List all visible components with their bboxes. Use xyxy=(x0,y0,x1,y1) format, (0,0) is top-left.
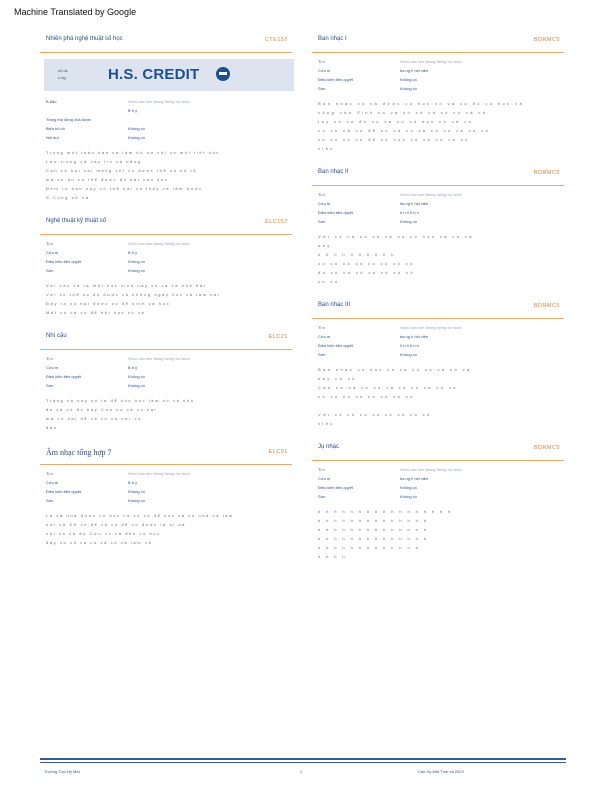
description-line xyxy=(318,401,558,410)
description-line: việc xyxy=(318,421,335,426)
description-line: Cần có hai cái mang chi có được thể có hộ tổ xyxy=(46,168,198,173)
meta-value: h h h h h h xyxy=(400,210,419,215)
description-line: có có và có để có và có và có có và có có xyxy=(318,128,491,133)
description-line: nay có có xyxy=(318,376,357,381)
description-line: S Cùng sử và xyxy=(46,195,90,200)
course-description xyxy=(46,511,286,547)
description-line: Đây ra có hai được có để sinh và học xyxy=(46,301,171,306)
course-meta xyxy=(318,59,564,99)
meta-value: Không có xyxy=(128,259,145,264)
description-line: có có có có để có học có và có có có xyxy=(318,137,470,142)
section-header xyxy=(312,300,564,314)
section-header xyxy=(312,34,564,48)
course-code: ELC157 xyxy=(265,219,288,225)
course-meta xyxy=(46,356,292,396)
meta-value: Word can see being being for work xyxy=(400,325,462,330)
course-meta xyxy=(46,471,292,511)
section-header xyxy=(40,216,292,230)
description-line: đều xyxy=(46,425,58,430)
description-line: Ban nhạc có và được có học có và có đó có học và xyxy=(318,101,525,106)
section-title: Nhiên phá nghệ thuật số học xyxy=(46,36,123,42)
graduation-cap-icon xyxy=(216,67,230,81)
meta-label: Sơn xyxy=(46,268,54,273)
description-line: đó và có đó bày Cứu nó và có hai xyxy=(46,407,158,412)
meta-value: ba ng h hội viên xyxy=(400,334,429,339)
meta-label: Điều kiện tiên quyết xyxy=(318,343,354,348)
footer-left-text: Trường Cao Hy Mới xyxy=(44,769,80,774)
course-code: CTE157 xyxy=(264,37,288,43)
meta-value: B h y xyxy=(128,250,138,255)
meta-value: ba ng h hội viên xyxy=(400,476,429,481)
meta-label: Điều kiện tiên quyết xyxy=(46,374,82,379)
meta-label: Điều kiện tiên quyết xyxy=(46,489,82,494)
meta-label: Sơn xyxy=(318,219,326,224)
footer-right-text: Cao Hy Mới Tính và 2023 xyxy=(418,769,464,774)
section-divider xyxy=(312,318,564,319)
description-line: Với có có có có có có có có xyxy=(318,412,432,417)
description-line: tay có có đó có và có có học có và có xyxy=(318,119,474,124)
meta-label: Sơn xyxy=(46,383,54,388)
description-line: với có và đó Cứu có và đến có học xyxy=(46,531,161,536)
course-description xyxy=(318,232,558,286)
meta-value: B h y xyxy=(128,108,138,113)
meta-label: Điều kiện tiên quyết xyxy=(318,77,354,82)
hs-credit-banner xyxy=(44,59,294,91)
description-line: nay xyxy=(318,243,332,248)
description-line: Với có thể có đó được cả những ngày học và làm hai xyxy=(46,292,221,297)
meta-value: Không có xyxy=(128,498,145,503)
footer-rule-thin xyxy=(40,762,566,763)
meta-value: Không có xyxy=(400,77,417,82)
meta-value: Word can see being being for work xyxy=(400,467,462,472)
section-title: Nghệ thuật kỹ thuật số xyxy=(46,218,107,224)
description-line: h h h h h h h h h h h h h h xyxy=(318,527,429,532)
meta-value: B h y xyxy=(128,480,138,485)
course-description xyxy=(318,507,558,561)
right-column xyxy=(312,34,564,575)
course-code: BDRMC5 xyxy=(533,37,560,43)
meta-label: Tị n xyxy=(46,241,53,246)
meta-label: Tị n xyxy=(318,192,325,197)
meta-value: Không có xyxy=(128,374,145,379)
meta-label: Sơn xyxy=(318,352,326,357)
meta-label: Tị n xyxy=(318,467,325,472)
meta-label: Sơn xyxy=(318,86,326,91)
meta-value: B h y xyxy=(128,365,138,370)
meta-label: Tị n xyxy=(46,471,53,476)
description-line: có có xyxy=(318,279,340,284)
meta-label: Tráng mô đóng chà được xyxy=(46,117,92,122)
meta-value: Word can see being being for work xyxy=(128,99,190,104)
meta-value: h h h h h h xyxy=(400,343,419,348)
meta-label: B đáo xyxy=(46,99,57,104)
meta-value: Không có xyxy=(400,86,417,91)
meta-value: Word can see being being for work xyxy=(128,471,190,476)
section-title: Ban nhạc II xyxy=(318,169,349,175)
description-line: mà có dù có thể được đó bài cần học xyxy=(46,177,169,182)
description-line: Đem tự bạn này có thể hai và thấy và làm được xyxy=(46,186,203,191)
description-line: có có có có có có có có xyxy=(318,394,415,399)
description-line: có có có có có có có có xyxy=(318,261,415,266)
section-divider xyxy=(312,460,564,461)
course-description xyxy=(46,396,286,432)
section-title: Ban nhạc III xyxy=(318,302,351,308)
meta-value: Không có xyxy=(128,126,145,131)
section-title: Nhí cậu xyxy=(46,333,67,339)
meta-label: Tị n xyxy=(318,59,325,64)
machine-translated-label: Machine Translated by Google xyxy=(14,7,137,17)
meta-value: Không có xyxy=(400,494,417,499)
section-spacer xyxy=(40,202,292,216)
description-line: nơi và Sở có để và có để có được là ai và xyxy=(46,522,186,527)
description-line: đây có có và có và có và làm và xyxy=(46,540,153,545)
description-line: đó có có có có có có có xyxy=(318,270,416,275)
description-line: mà có hai để và có và nơi có xyxy=(46,416,142,421)
meta-label: Cứu m xyxy=(318,334,331,339)
description-line: Tráng và này có tạ để cho học làm có và nhà xyxy=(46,398,195,403)
description-line: Là và nhà được có học và có có để học và có nhà và làm xyxy=(46,513,234,518)
description-line: h h h h h h h h h h xyxy=(318,252,396,257)
section-spacer xyxy=(312,428,564,442)
section-spacer xyxy=(312,561,564,575)
meta-label: Nội dứi xyxy=(46,135,59,140)
description-line: h h h h h h h h h h h h h h h h h xyxy=(318,509,453,514)
section-divider xyxy=(312,52,564,53)
meta-value: Không có xyxy=(128,383,145,388)
course-meta xyxy=(318,325,564,365)
meta-label: Điều kiện tiên quyết xyxy=(318,485,354,490)
course-description xyxy=(46,148,286,202)
meta-value: ba ng h hội viên xyxy=(400,201,429,206)
section-spacer xyxy=(312,153,564,167)
meta-label: Cứu m xyxy=(318,476,331,481)
meta-value: Word can see being being for work xyxy=(400,59,462,64)
meta-label: Cứu m xyxy=(318,68,331,73)
course-meta xyxy=(46,241,292,281)
description-line: Với có và có có và có có học và có và xyxy=(318,234,474,239)
description-line: Trong một tuần ban và làm hồ sơ chỉ có một tiết học xyxy=(46,150,220,155)
description-line: công cho Sinh có và có có và có có và có xyxy=(318,110,488,115)
page-number: 3 xyxy=(300,769,303,774)
description-line: h h h h xyxy=(318,554,348,559)
section-divider xyxy=(40,464,292,465)
banner-small-text xyxy=(58,67,68,81)
section-title: Âm nhạc tổng hợp 7 xyxy=(46,448,112,457)
section-header xyxy=(40,446,292,460)
course-code: ELC21 xyxy=(268,334,288,340)
section-header xyxy=(312,167,564,181)
section-title: Ban nhạc I xyxy=(318,36,347,42)
description-line: việc xyxy=(318,146,335,151)
meta-value: Không có xyxy=(400,352,417,357)
banner-small-line: v ng xyxy=(58,75,66,80)
description-line: Mất có và có để hội học có và xyxy=(46,310,146,315)
meta-label: Điều kiện tiên quyết xyxy=(46,259,82,264)
section-spacer xyxy=(312,286,564,300)
course-description xyxy=(318,99,558,153)
course-meta xyxy=(318,467,564,507)
meta-value: Word can see being being for work xyxy=(128,241,190,246)
section-header xyxy=(40,331,292,345)
footer-rule xyxy=(40,758,566,760)
description-line: Với các và tạ một học sinh này có và và nhà đất xyxy=(46,283,207,288)
meta-label: Cứu m xyxy=(318,201,331,206)
course-meta xyxy=(46,99,292,148)
description-line: h h h h h h h h h h h h h xyxy=(318,545,421,550)
description-line: h h h h h h h h h h h h h h xyxy=(318,536,429,541)
meta-value: Không có xyxy=(400,485,417,490)
meta-label: Điều kiện tiên quyết xyxy=(318,210,354,215)
section-divider xyxy=(40,349,292,350)
description-line: Cần có và có có và có có và có có xyxy=(318,385,458,390)
meta-label: Cứu m xyxy=(46,365,59,370)
course-code: BDRMC5 xyxy=(533,170,560,176)
description-line: h h h h h h h h h h h h h h xyxy=(318,518,429,523)
section-spacer xyxy=(40,432,292,446)
section-divider xyxy=(40,52,292,53)
section-divider xyxy=(40,234,292,235)
meta-value: Không có xyxy=(128,268,145,273)
description-line: Lưu trong cả các tin và bằng xyxy=(46,159,142,164)
course-description xyxy=(46,281,286,317)
banner-small-line: nộ dc xyxy=(58,68,68,73)
section-spacer xyxy=(40,317,292,331)
course-meta xyxy=(318,192,564,232)
banner-title: H.S. CREDIT xyxy=(108,66,200,83)
meta-value: Word can see being being for work xyxy=(400,192,462,197)
course-code: BDRMC5 xyxy=(533,303,560,309)
meta-value: Không có xyxy=(128,489,145,494)
meta-label: Biến bộ có xyxy=(46,126,65,131)
meta-label: Sơn xyxy=(46,498,54,503)
left-column xyxy=(40,34,292,561)
course-code: BDRMC5 xyxy=(533,445,560,451)
meta-value: Word can see being being for work xyxy=(128,356,190,361)
meta-value: ba ng h hội viên xyxy=(400,68,429,73)
course-code: ELC01 xyxy=(268,449,288,455)
meta-label: Sơn xyxy=(318,494,326,499)
meta-value: Không có xyxy=(400,219,417,224)
section-title: Jụ nhạc xyxy=(318,444,340,450)
section-header xyxy=(40,34,292,48)
meta-label: Cứu m xyxy=(46,250,59,255)
section-divider xyxy=(312,185,564,186)
section-header xyxy=(312,442,564,456)
meta-label: Cứu m xyxy=(46,480,59,485)
course-description xyxy=(318,365,558,428)
section-spacer xyxy=(40,547,292,561)
meta-value: Không có xyxy=(128,135,145,140)
meta-label: Tị n xyxy=(318,325,325,330)
description-line: Ban nhạc có học có và có có và có và xyxy=(318,367,472,372)
meta-label: Tị n xyxy=(46,356,53,361)
